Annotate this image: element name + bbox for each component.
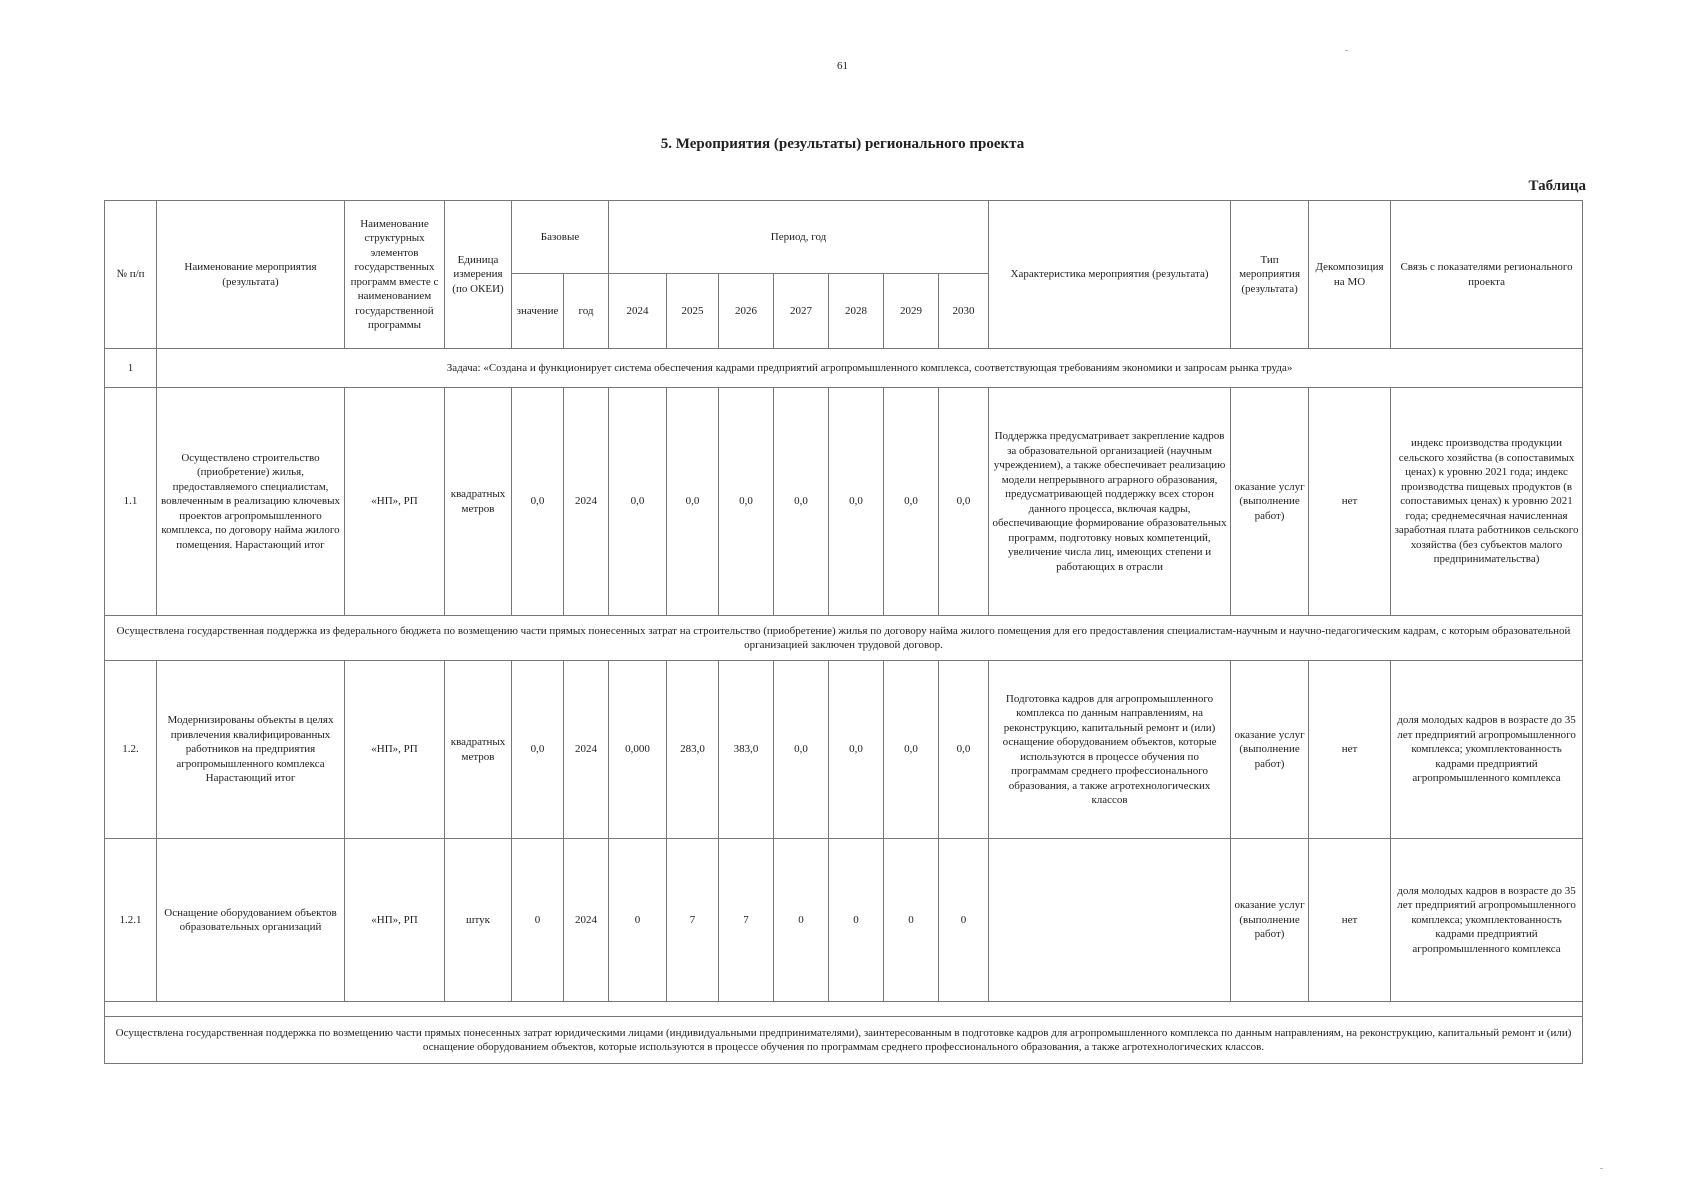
row-base-value: 0 — [512, 839, 564, 1002]
row-name: Оснащение оборудованием объектов образовательных организаций — [157, 839, 345, 1002]
header-decomp: Декомпозиция на МО — [1309, 201, 1391, 349]
row-link: индекс производства продукции сельского хозяйства (в сопоставимых ценах) к уровню 2021 года; индекс производства пищевых продуктов (в сопоставимых ценах) к уровню 2021 года; среднемесячная начисленная заработная плата работников сельского хозяйства (без субъектов малого предпринимательства) — [1391, 388, 1583, 616]
header-struct: Наименование структурных элементов государственных программ вместе с наименованием государственной программы — [345, 201, 445, 349]
page-title: 5. Мероприятия (результаты) регионального проекта — [660, 136, 1025, 152]
spacer-cell — [105, 1002, 1583, 1017]
row-value-2026: 0,0 — [719, 388, 774, 616]
header-name: Наименование мероприятия (результата) — [157, 201, 345, 349]
table-row — [105, 388, 1583, 616]
row-character: Поддержка предусматривает закрепление кадров за образовательной организацией (научным учреждением), а также обеспечивает реализацию модели непрерывного аграрного образования, предусматривающей поддержку всех сторон данного процесса, включая кадры, обеспечивающие формирование образовательных программ, подготовку новых компетенций, увеличение числа лиц, имеющих степени и работающих в отрасли — [989, 388, 1231, 616]
header-character: Характеристика мероприятия (результата) — [989, 201, 1231, 349]
row-base-value: 0,0 — [512, 388, 564, 616]
row-value-2030: 0,0 — [939, 388, 989, 616]
row-value-2025: 7 — [667, 839, 719, 1002]
header-base-value: значение — [512, 274, 564, 349]
task-row — [105, 349, 1583, 388]
table-label: Таблица — [1528, 178, 1586, 194]
header-year-2029: 2029 — [884, 274, 939, 349]
scan-mark — [1600, 1168, 1603, 1169]
page-number: 61 — [837, 60, 848, 72]
row-value-2028: 0,0 — [829, 661, 884, 839]
task-text: Задача: «Создана и функционирует система обеспечения кадрами предприятий агропромышленного комплекса, соответствующая требованиям экономики и запросам рынка труда» — [157, 349, 1583, 388]
row-base-year: 2024 — [564, 388, 609, 616]
row-value-2025: 283,0 — [667, 661, 719, 839]
spacer-row — [105, 1002, 1583, 1017]
header-year-2028: 2028 — [829, 274, 884, 349]
row-value-2024: 0,0 — [609, 388, 667, 616]
table-row — [105, 661, 1583, 839]
row-value-2029: 0,0 — [884, 661, 939, 839]
row-value-2027: 0,0 — [774, 661, 829, 839]
row-value-2027: 0 — [774, 839, 829, 1002]
row-base-year: 2024 — [564, 839, 609, 1002]
row-type: оказание услуг (выполнение работ) — [1231, 839, 1309, 1002]
row-type: оказание услуг (выполнение работ) — [1231, 388, 1309, 616]
row-struct: «НП», РП — [345, 661, 445, 839]
row-decomp: нет — [1309, 839, 1391, 1002]
row-value-2026: 383,0 — [719, 661, 774, 839]
row-base-year: 2024 — [564, 661, 609, 839]
header-base-year: год — [564, 274, 609, 349]
row-base-value: 0,0 — [512, 661, 564, 839]
row-unit: штук — [445, 839, 512, 1002]
header-base: Базовые — [512, 201, 609, 274]
row-num: 1.2. — [105, 661, 157, 839]
events-table — [104, 200, 1583, 1064]
row-value-2025: 0,0 — [667, 388, 719, 616]
header-link: Связь с показателями регионального проекта — [1391, 201, 1583, 349]
row-value-2026: 7 — [719, 839, 774, 1002]
table-row — [105, 839, 1583, 1002]
row-struct: «НП», РП — [345, 839, 445, 1002]
row-value-2027: 0,0 — [774, 388, 829, 616]
row-value-2030: 0 — [939, 839, 989, 1002]
header-year-2027: 2027 — [774, 274, 829, 349]
row-value-2029: 0 — [884, 839, 939, 1002]
header-num: № п/п — [105, 201, 157, 349]
scan-mark — [1345, 50, 1348, 51]
header-unit: Единица измерения (по ОКЕИ) — [445, 201, 512, 349]
row-character: Подготовка кадров для агропромышленного комплекса по данным направлениям, на реконструкцию, капитальный ремонт и (или) оснащение оборудованием объектов, которые используются в процессе обучения по программам среднего профессионального образования, а также агротехнологических классов — [989, 661, 1231, 839]
note-text: Осуществлена государственная поддержка по возмещению части прямых понесенных затрат юридическими лицами (индивидуальными предпринимателями), заинтересованным в подготовке кадров для агропромышленного комплекса по данным направлениям, на реконструкцию, капитальный ремонт и (или) оснащение оборудованием объектов, которые используются в процессе обучения по программам среднего профессионального образования, а также агротехнологических классов. — [105, 1017, 1583, 1064]
header-year-2025: 2025 — [667, 274, 719, 349]
row-type: оказание услуг (выполнение работ) — [1231, 661, 1309, 839]
row-character — [989, 839, 1231, 1002]
task-num: 1 — [105, 349, 157, 388]
row-name: Осуществлено строительство (приобретение) жилья, предоставляемого специалистам, вовлеченным в реализацию ключевых проектов агропромышленного комплекса, по договору найма жилого помещения. Нарастающий итог — [157, 388, 345, 616]
row-value-2030: 0,0 — [939, 661, 989, 839]
row-name: Модернизированы объекты в целях привлечения квалифицированных работников на предприятия агропромышленного комплекса Нарастающий итог — [157, 661, 345, 839]
header-year-2024: 2024 — [609, 274, 667, 349]
note-row — [105, 616, 1583, 661]
header-row — [105, 201, 1583, 274]
row-num: 1.1 — [105, 388, 157, 616]
row-value-2028: 0,0 — [829, 388, 884, 616]
header-period: Период, год — [609, 201, 989, 274]
row-unit: квадратных метров — [445, 661, 512, 839]
note-row — [105, 1017, 1583, 1064]
row-link: доля молодых кадров в возрасте до 35 лет предприятий агропромышленного комплекса; укомплектованность кадрами предприятий агропромышленного комплекса — [1391, 661, 1583, 839]
row-struct: «НП», РП — [345, 388, 445, 616]
row-unit: квадратных метров — [445, 388, 512, 616]
row-link: доля молодых кадров в возрасте до 35 лет предприятий агропромышленного комплекса; укомплектованность кадрами предприятий агропромышленного комплекса — [1391, 839, 1583, 1002]
header-type: Тип мероприятия (результата) — [1231, 201, 1309, 349]
row-value-2029: 0,0 — [884, 388, 939, 616]
row-value-2028: 0 — [829, 839, 884, 1002]
row-value-2024: 0 — [609, 839, 667, 1002]
header-year-2026: 2026 — [719, 274, 774, 349]
note-text: Осуществлена государственная поддержка из федерального бюджета по возмещению части прямых понесенных затрат на строительство (приобретение) жилья по договору найма жилого помещения для его предоставления специалистам-научным и научно-педагогическим кадрам, с которым образовательной организацией заключен трудовой договор. — [105, 616, 1583, 661]
header-year-2030: 2030 — [939, 274, 989, 349]
row-decomp: нет — [1309, 388, 1391, 616]
row-decomp: нет — [1309, 661, 1391, 839]
row-num: 1.2.1 — [105, 839, 157, 1002]
row-value-2024: 0,000 — [609, 661, 667, 839]
